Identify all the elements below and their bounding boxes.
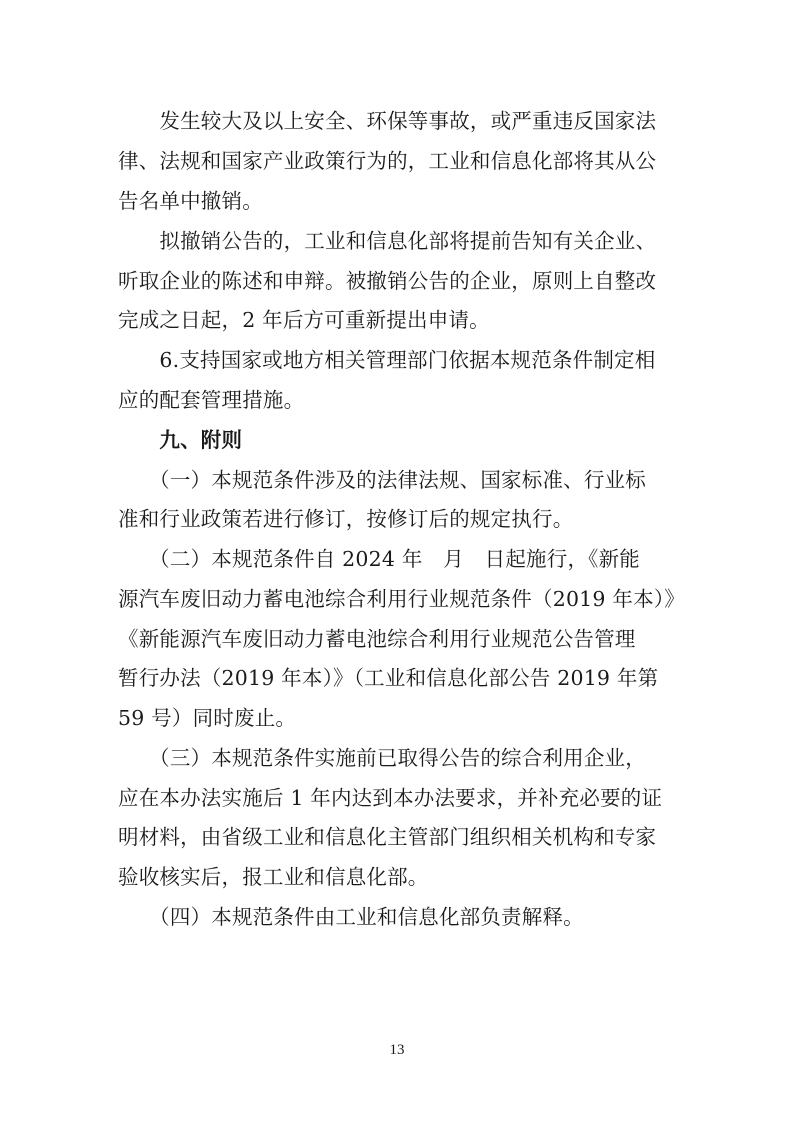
text-line-12: （二）本规范条件自 2024 年 月 日起施行，《新能: [118, 547, 641, 571]
text-line-1: 发生较大及以上安全、环保等事故，或严重违反国家法: [118, 109, 657, 133]
text-line-3: 告名单中撤销。: [118, 189, 263, 213]
text-line-13: 源汽车废旧动力蓄电池综合利用行业规范条件（2019 年本）》: [118, 587, 685, 611]
text-line-8: 应的配套管理措施。: [118, 388, 305, 412]
text-line-10: （一）本规范条件涉及的法律法规、国家标准、行业标: [118, 468, 646, 492]
text-line-5: 听取企业的陈述和申辩。被撤销公告的企业，原则上自整改: [118, 269, 657, 293]
text-line-20: 验收核实后，报工业和信息化部。: [118, 865, 429, 889]
text-line-19: 明材料，由省级工业和信息化主管部门组织相关机构和专家: [118, 825, 657, 849]
text-line-14: 《新能源汽车废旧动力蓄电池综合利用行业规范公告管理: [118, 627, 636, 651]
text-line-17: （三）本规范条件实施前已取得公告的综合利用企业，: [118, 746, 646, 770]
text-line-6: 完成之日起，2 年后方可重新提出申请。: [118, 308, 490, 332]
text-line-4: 拟撤销公告的，工业和信息化部将提前告知有关企业、: [118, 229, 657, 253]
text-line-15: 暂行办法（2019 年本）》（工业和信息化部公告 2019 年第: [118, 666, 659, 690]
text-line-21: （四）本规范条件由工业和信息化部负责解释。: [118, 905, 584, 929]
page-number: 13: [389, 1042, 405, 1058]
text-line-18: 应在本办法实施后 1 年内达到本办法要求，并补充必要的证: [118, 786, 663, 810]
text-line-7: 6.支持国家或地方相关管理部门依据本规范条件制定相: [118, 348, 656, 372]
section-heading-appendix: 九、附则: [118, 428, 243, 452]
text-line-2: 律、法规和国家产业政策行为的，工业和信息化部将其从公: [118, 149, 657, 173]
text-line-11: 准和行业政策若进行修订，按修订后的规定执行。: [118, 507, 574, 531]
text-line-16: 59 号）同时废止。: [118, 706, 297, 730]
